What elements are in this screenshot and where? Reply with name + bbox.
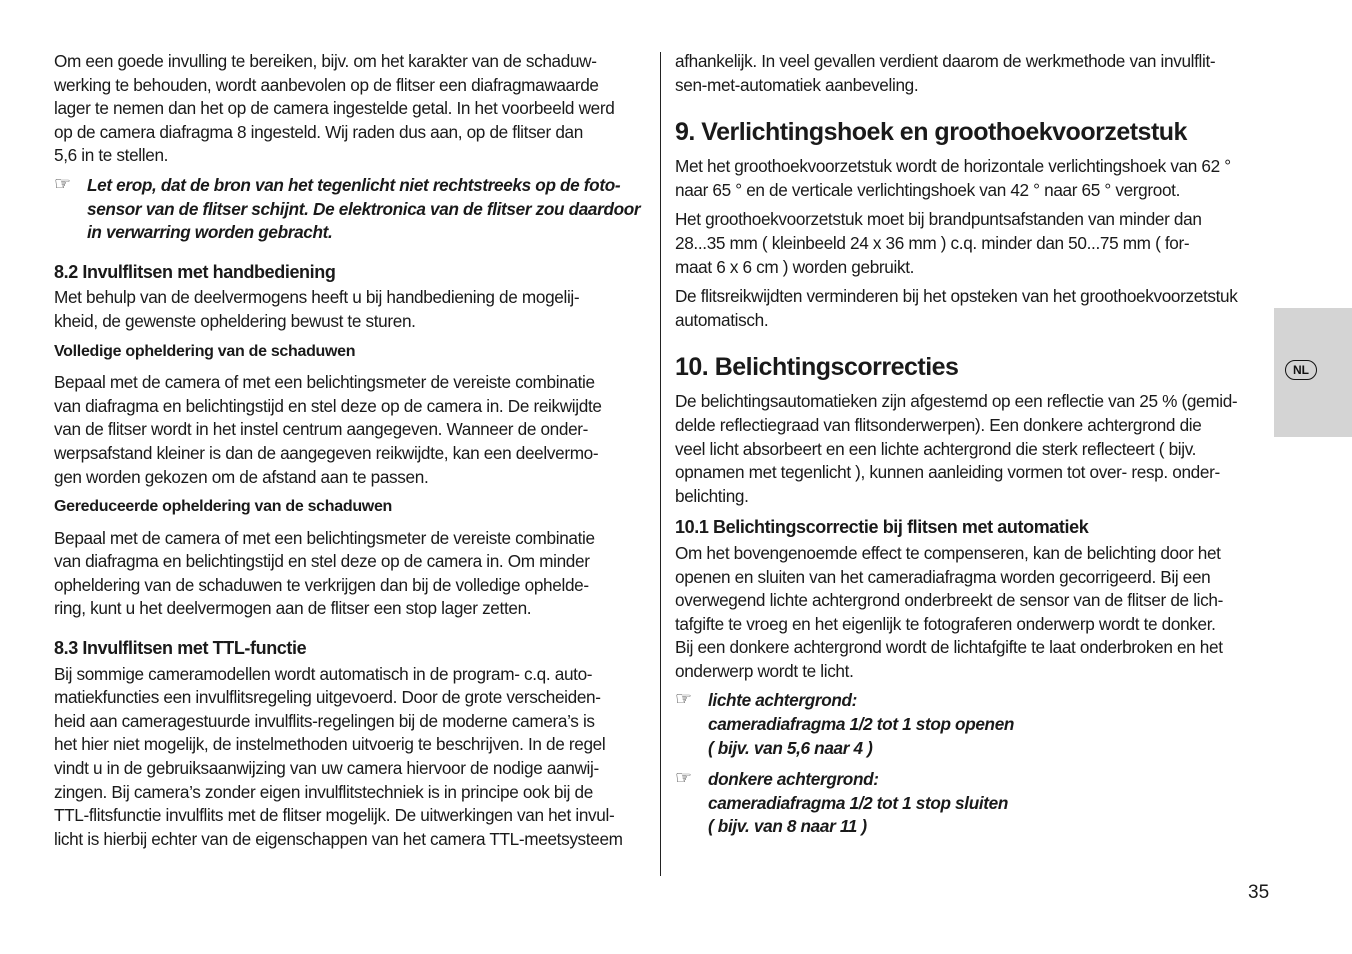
text-line: het hier niet mogelijk, de instelmethoden uitvoerig te beschrijven. In de regel: [54, 734, 606, 755]
text-line: overwegend lichte achtergrond onderbreekt de sensor van de flitser de lich-: [675, 590, 1223, 611]
text-line: 5,6 in te stellen.: [54, 145, 169, 166]
text-line: delde reflectiegraad van flitsonderwerpen). Een donkere achtergrond die: [675, 414, 1202, 435]
text-line: licht is hierbij echter van de eigenschappen van het camera TTL-meetsysteem: [54, 828, 623, 849]
text-line: Het groothoekvoorzetstuk moet bij brandpuntsafstanden van minder dan: [675, 209, 1202, 230]
heading-10-1: 10.1 Belichtingscorrectie bij flitsen met automatiek: [675, 517, 1089, 538]
text-line: Bepaal met de camera of met een belichtingsmeter de vereiste combinatie: [54, 527, 595, 548]
text-line: Met behulp van de deelvermogens heeft u bij handbediening de mogelij-: [54, 287, 580, 308]
paragraph-full-fill: [54, 371, 654, 489]
text-line: van diafragma en belichtingstijd en stel deze op de camera in. Om minder: [54, 551, 590, 572]
note-block: [54, 174, 654, 245]
left-column: [54, 50, 654, 857]
text-line: in verwarring worden gebracht.: [87, 222, 333, 243]
text-line: ( bijv. van 8 naar 11 ): [708, 816, 867, 837]
heading-reduced-fill: Gereduceerde opheldering van de schaduwen: [54, 498, 393, 516]
pointing-hand-icon: ☞: [54, 173, 71, 195]
paragraph-8-3: [54, 663, 654, 852]
text-line: opnamen met tegenlicht ), kunnen aanleiding vormen tot over- resp. onder-: [675, 462, 1220, 483]
text-line: naar 65 ° en de verticale verlichtingshoek van 42 ° naar 65 ° vergroot.: [675, 179, 1181, 200]
pointing-hand-icon: ☞: [675, 768, 692, 790]
heading-8-3: 8.3 Invulflitsen met TTL-functie: [54, 638, 307, 659]
text-line: De belichtingsautomatieken zijn afgestemd op een reflectie van 25 % (gemid-: [675, 391, 1238, 412]
text-line: belichting.: [675, 485, 749, 506]
note-dark-text: [708, 768, 1275, 839]
text-line: sen-met-automatiek aanbeveling.: [675, 74, 919, 95]
text-line: vindt u in de gebruiksaanwijzing van uw camera hiervoor de nodige aanwij-: [54, 758, 599, 779]
text-line: van diafragma en belichtingstijd en stel deze op de camera in. De reikwijdte: [54, 395, 602, 416]
paragraph-10-1: [675, 542, 1275, 684]
text-line: heid aan cameragestuurde invulflits-regelingen bij de moderne camera’s is: [54, 710, 595, 731]
text-line: maat 6 x 6 cm ) worden gebruikt.: [675, 256, 915, 277]
text-line: ( bijv. van 5,6 naar 4 ): [708, 737, 873, 758]
language-badge: NL: [1285, 360, 1317, 380]
text-line: werpsafstand kleiner is dan de aangegeven reikwijdte, kan een deelvermo-: [54, 442, 599, 463]
text-line: Om een goede invulling te bereiken, bijv. om het karakter van de schaduw-: [54, 51, 597, 71]
paragraph-10: [675, 390, 1275, 508]
right-column: [675, 50, 1275, 845]
text-line: lager te nemen dan het op de camera ingestelde getal. In het voorbeeld werd: [54, 98, 615, 119]
text-line: Let erop, dat de bron van het tegenlicht niet rechtstreeks op de foto-: [87, 174, 621, 195]
text-line: veel licht absorbeert en een lichte achtergrond die sterk reflecteert ( bijv.: [675, 438, 1197, 459]
paragraph-9b: [675, 208, 1275, 279]
note-light-text: [708, 689, 1275, 760]
heading-9: 9. Verlichtingshoek en groothoekvoorzetstuk: [675, 118, 1187, 147]
text-line: zingen. Bij camera’s zonder eigen invulflitstechniek is in principe ook bij de: [54, 781, 593, 802]
continuation-paragraph: [675, 50, 1275, 97]
text-line: Bij een donkere achtergrond wordt de lichtafgifte te laat onderbroken en het: [675, 637, 1223, 658]
column-divider: [660, 52, 661, 876]
text-line: automatisch.: [675, 309, 769, 330]
paragraph-9c: [675, 285, 1275, 332]
text-line: De flitsreikwijdten verminderen bij het opsteken van het groothoekvoorzetstuk: [675, 286, 1238, 307]
text-line: openen en sluiten van het cameradiafragma worden gecorrigeerd. Bij een: [675, 566, 1211, 587]
text-line: tafgifte te vroeg en het eigenlijk te fotograferen onderwerp wordt te donker.: [675, 613, 1216, 634]
text-line: opheldering van de schaduwen te verkrijgen dan bij de volledige ophelde-: [54, 574, 589, 595]
text-line: van de flitser wordt in het instel centrum aangegeven. Wanneer de onder-: [54, 419, 589, 440]
note-dark-background: [675, 768, 1275, 839]
text-line: onderwerp wordt te licht.: [675, 660, 854, 681]
text-line: ring, kunt u het deelvermogen aan de flitser een stop lager zetten.: [54, 598, 532, 619]
paragraph-9a: [675, 155, 1275, 202]
text-line: cameradiafragma 1/2 tot 1 stop openen: [708, 714, 1015, 735]
text-line: TTL-flitsfunctie invulflits met de flitser mogelijk. De uitwerkingen van het invul-: [54, 805, 615, 826]
text-line: sensor van de flitser schijnt. De elektronica van de flitser zou daardoor: [87, 198, 641, 219]
intro-paragraph: [54, 50, 654, 168]
heading-full-fill: Volledige opheldering van de schaduwen: [54, 342, 356, 360]
paragraph-8-2: [54, 286, 654, 333]
note-light-background: [675, 689, 1275, 760]
heading-8-2: 8.2 Invulflitsen met handbediening: [54, 261, 336, 282]
text-line: Bij sommige cameramodellen wordt automatisch in de program- c.q. auto-: [54, 663, 593, 684]
text-line: matiekfuncties een invulflitsregeling uitgevoerd. Door de grote verscheiden-: [54, 687, 601, 708]
text-line: donkere achtergrond:: [708, 769, 879, 790]
text-line: gen worden gekozen om de afstand aan te passen.: [54, 466, 429, 487]
paragraph-reduced-fill: [54, 527, 654, 621]
note-text: [87, 174, 654, 245]
text-line: cameradiafragma 1/2 tot 1 stop sluiten: [708, 792, 1008, 813]
text-line: kheid, de gewenste opheldering bewust te sturen.: [54, 310, 416, 331]
text-line: Met het groothoekvoorzetstuk wordt de horizontale verlichtingshoek van 62 °: [675, 156, 1231, 177]
text-line: 28...35 mm ( kleinbeeld 24 x 36 mm ) c.q. minder dan 50...75 mm ( for-: [675, 232, 1190, 253]
pointing-hand-icon: ☞: [675, 689, 692, 711]
text-line: op de camera diafragma 8 ingesteld. Wij raden dus aan, op de flitser dan: [54, 121, 583, 142]
text-line: Om het bovengenoemde effect te compenseren, kan de belichting door het: [675, 542, 1221, 563]
text-line: lichte achtergrond:: [708, 690, 858, 711]
heading-10: 10. Belichtingscorrecties: [675, 353, 959, 382]
text-line: werking te behouden, wordt aanbevolen op de flitser een diafragmawaarde: [54, 74, 599, 95]
text-line: Bepaal met de camera of met een belichtingsmeter de vereiste combinatie: [54, 372, 595, 393]
page-number: 35: [1248, 882, 1270, 903]
text-line: afhankelijk. In veel gevallen verdient daarom de werkmethode van invulflit-: [675, 51, 1216, 71]
